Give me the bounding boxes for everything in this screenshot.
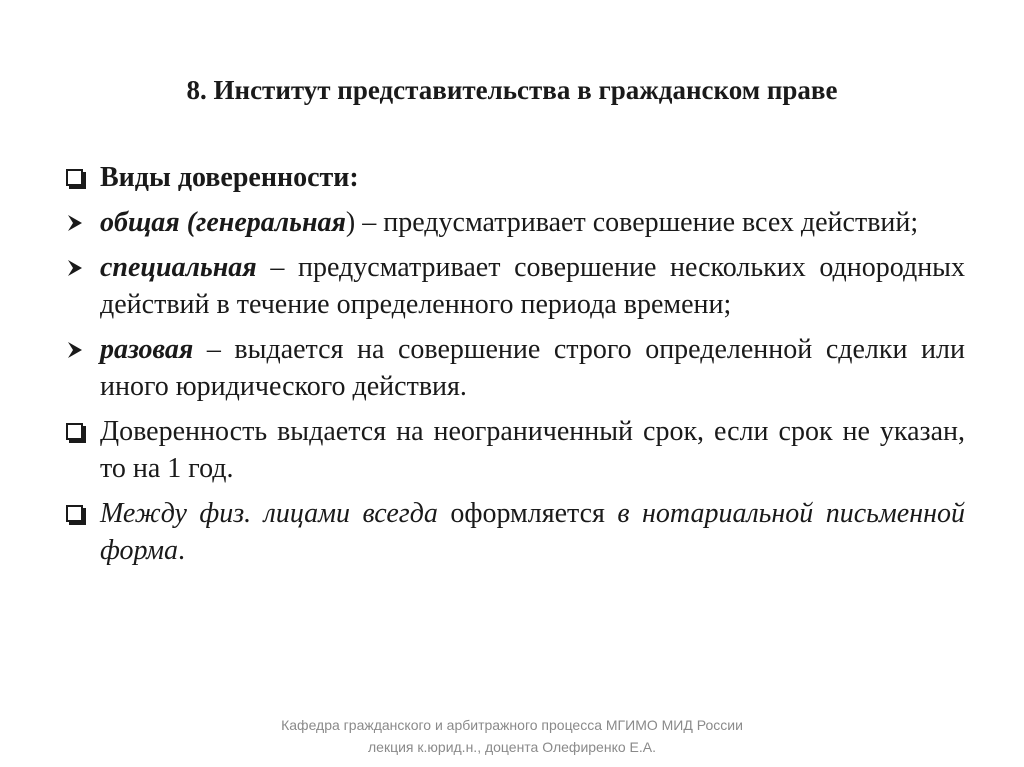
checkbox-icon — [63, 159, 100, 196]
notarial-italic-end: в нотариальной письменной форма — [100, 498, 965, 566]
list-item-special — [63, 249, 965, 323]
term-note-text: Доверенность выдается на неограниченный срок, если срок не указан, то на 1 год. — [100, 416, 965, 484]
slide-content — [63, 159, 965, 577]
heading-text: Виды доверенности: — [100, 162, 359, 193]
checkbox-icon — [63, 413, 100, 450]
notarial-middle: оформляется — [437, 498, 618, 529]
arrow-icon — [63, 331, 100, 368]
slide-footer — [0, 714, 1024, 758]
list-item-single — [63, 331, 965, 405]
checkbox-icon — [63, 495, 100, 532]
footer-line-1: Кафедра гражданского и арбитражного процесса МГИМО МИД России — [281, 717, 743, 733]
general-term: общая (генеральная — [100, 207, 346, 238]
general-description: – предусматривает совершение всех действий; — [355, 207, 919, 238]
slide-title: 8. Институт представительства в гражданском праве — [186, 75, 838, 105]
list-item-general — [63, 204, 965, 241]
single-description: – выдается на совершение строго определенной сделки или иного юридического действия. — [100, 334, 965, 402]
arrow-icon — [63, 204, 100, 241]
notarial-end: . — [177, 535, 185, 566]
special-description: – предусматривает совершение нескольких однородных действий в течение определенного периода времени; — [100, 252, 965, 320]
list-item-notarial — [63, 495, 965, 569]
arrow-icon — [63, 249, 100, 286]
special-term: специальная — [100, 252, 257, 283]
footer-line-2: лекция к.юрид.н., доцента Олефиренко Е.А. — [368, 739, 656, 755]
list-item-heading — [63, 159, 965, 196]
single-term: разовая — [100, 334, 194, 365]
notarial-italic-start: Между физ. лицами всегда — [100, 498, 438, 529]
list-item-term-note — [63, 413, 965, 487]
general-paren: ) — [345, 207, 356, 238]
